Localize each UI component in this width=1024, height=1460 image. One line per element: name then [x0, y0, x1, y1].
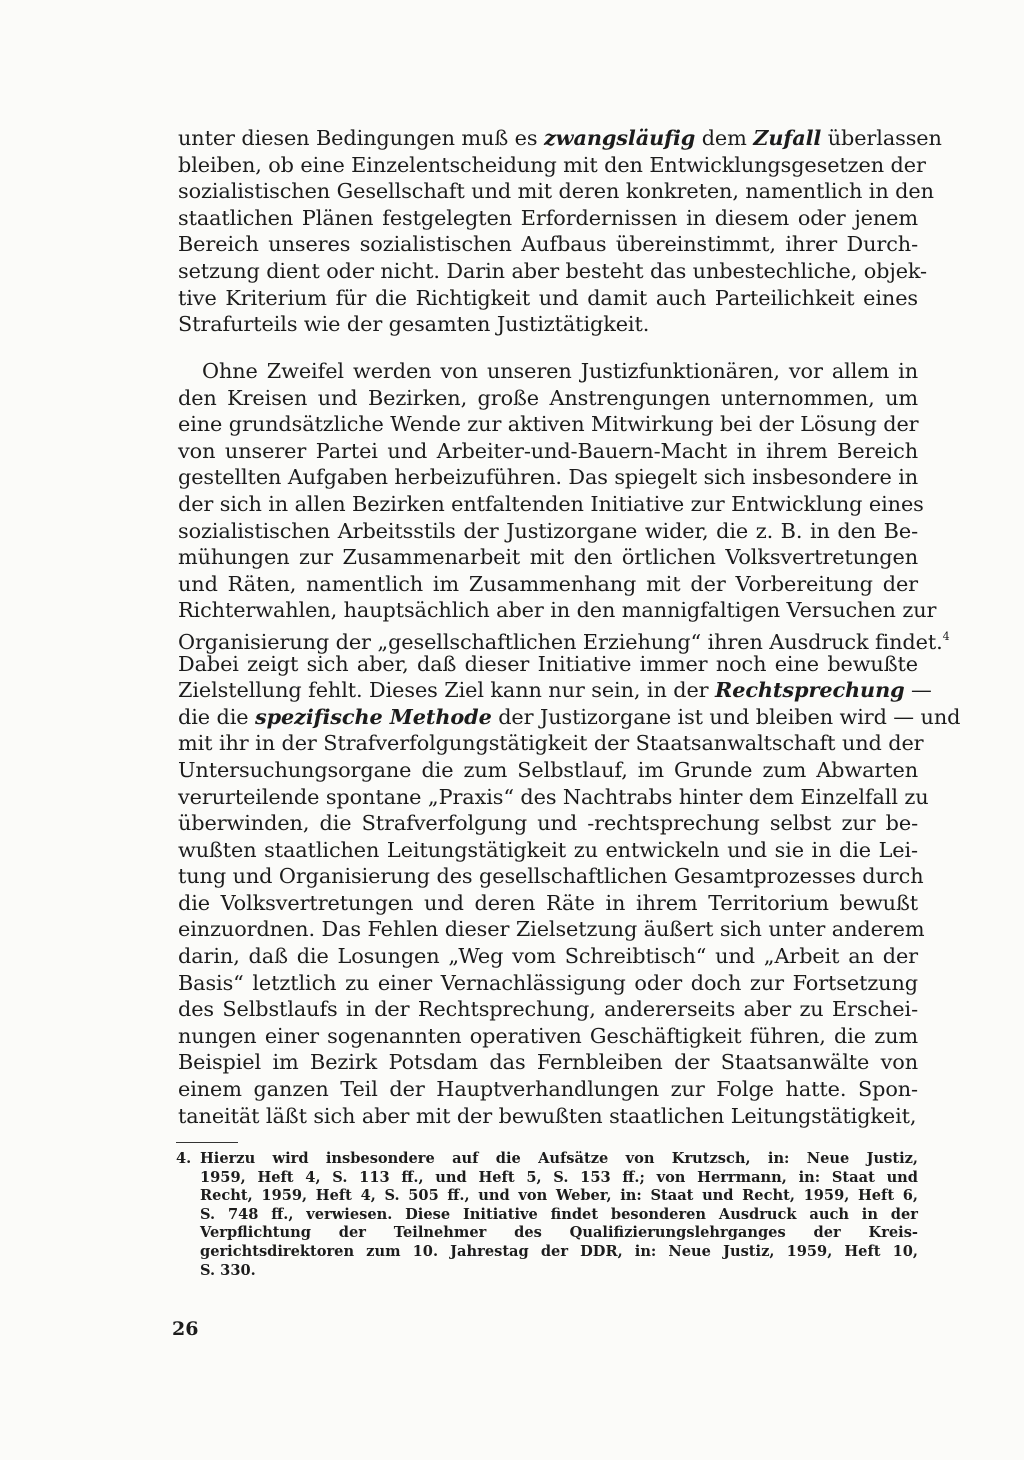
- text-run: den Kreisen und Bezirken, große Anstrengungen unternommen, um: [178, 385, 918, 410]
- emphasis-text: spezifische Methode: [254, 703, 492, 729]
- text-line: [178, 311, 918, 338]
- text-line: [178, 178, 934, 205]
- text-line: [178, 358, 918, 385]
- text-run: einzuordnen. Das Fehlen dieser Zielsetzung äußert sich unter anderem: [178, 917, 925, 942]
- text-run: staatlichen Plänen festgelegten Erfordernissen in diesem oder jenem: [178, 205, 918, 230]
- text-line: [178, 285, 918, 312]
- footnote-divider: [176, 1142, 238, 1143]
- text-line: [178, 125, 942, 152]
- text-line: [178, 970, 918, 997]
- text-run: wußten staatlichen Leitungstätigkeit zu entwickeln und sie in die Lei-: [178, 837, 918, 862]
- text-run: die die: [178, 704, 255, 729]
- text-run: tung und Organisierung des gesellschaftlichen Gesamtprozesses durch: [178, 864, 924, 889]
- footnote-text: Recht, 1959, Heft 4, S. 505 ff., und von Weber, in: Staat und Recht, 1959, Heft 6,: [200, 1187, 918, 1205]
- text-run: Organisierung der „gesellschaftlichen Erziehung“ ihren Ausdruck findet.: [178, 629, 943, 654]
- emphasis-text: Rechtsprechung: [715, 677, 905, 703]
- text-line: [178, 996, 918, 1023]
- emphasis-text: Zufall: [753, 125, 822, 150]
- text-line: [178, 597, 937, 624]
- text-run: der sich in allen Bezirken entfaltenden Initiative zur Entwicklung eines: [178, 491, 924, 516]
- footnote-text: S. 748 ff., verwiesen. Diese Initiative findet besonderen Ausdruck auch in der: [200, 1205, 918, 1223]
- text-run: überlassen: [821, 126, 942, 150]
- text-run: darin, daß die Losungen „Weg vom Schreibtisch“ und „Arbeit an der: [178, 944, 918, 969]
- text-run: nungen einer sogenannten operativen Geschäftigkeit führen, die zum: [178, 1023, 918, 1048]
- text-line: [178, 1076, 918, 1103]
- text-line: [178, 730, 924, 757]
- text-line: [178, 943, 918, 970]
- footnote-4: [176, 1150, 918, 1280]
- text-run: dem: [695, 126, 754, 150]
- text-run: eine grundsätzliche Wende zur aktiven Mitwirkung bei der Lösung der: [178, 412, 919, 437]
- text-line: [178, 518, 918, 545]
- footnote-reference: 4: [942, 629, 950, 643]
- text-line: [178, 438, 918, 465]
- text-run: mühungen zur Zusammenarbeit mit den örtlichen Volksvertretungen: [178, 545, 918, 570]
- footnote-text: Hierzu wird insbesondere auf die Aufsätze von Krutzsch, in: Neue Justiz,: [200, 1150, 918, 1167]
- paragraph-1: [178, 125, 942, 338]
- text-run: und Räten, namentlich im Zusammenhang mit der Vorbereitung der: [178, 571, 918, 596]
- text-line: [178, 491, 924, 518]
- text-line: [178, 1103, 918, 1130]
- footnote-line: [176, 1169, 918, 1188]
- text-line: [178, 1049, 918, 1076]
- text-run: sozialistischen Gesellschaft und mit deren konkreten, namentlich in den: [178, 179, 934, 204]
- text-line: [178, 544, 918, 571]
- text-line: [178, 258, 927, 285]
- text-line: [178, 464, 918, 491]
- text-line: [178, 651, 918, 678]
- text-line: [178, 677, 932, 704]
- text-line: [178, 571, 918, 598]
- text-run: Beispiel im Bezirk Potsdam das Fernbleiben der Staatsanwälte von: [178, 1050, 918, 1075]
- text-line: [178, 784, 929, 811]
- text-run: Dabei zeigt sich aber, daß dieser Initiative immer noch eine bewußte: [178, 651, 918, 676]
- text-run: der Justizorgane ist und bleiben wird — und: [491, 704, 961, 729]
- text-line: [178, 757, 918, 784]
- footnote-text: gerichtsdirektoren zum 10. Jahrestag der DDR, in: Neue Justiz, 1959, Heft 10,: [200, 1242, 918, 1260]
- text-run: bleiben, ob eine Einzelentscheidung mit den Entwicklungsgesetzen der: [178, 152, 926, 177]
- footnote-line: [176, 1206, 918, 1225]
- text-run: mit ihr in der Strafverfolgungstätigkeit der Staatsanwaltschaft und der: [178, 731, 924, 756]
- text-run: Basis“ letztlich zu einer Vernachlässigung oder doch zur Fortsetzung: [178, 970, 918, 995]
- text-line: [178, 624, 950, 654]
- text-line: [178, 837, 918, 864]
- footnote-line: [176, 1262, 918, 1281]
- text-run: unter diesen Bedingungen muß es: [178, 126, 544, 150]
- text-run: Zielstellung fehlt. Dieses Ziel kann nur sein, in der: [178, 678, 716, 703]
- text-line: [178, 411, 918, 438]
- text-line: [178, 205, 918, 232]
- footnote-line: [176, 1224, 918, 1243]
- footnote-line: [176, 1243, 918, 1262]
- text-run: einem ganzen Teil der Hauptverhandlungen zur Folge hatte. Spon-: [178, 1077, 918, 1102]
- text-line: [178, 385, 918, 412]
- text-run: gestellten Aufgaben herbeizuführen. Das spiegelt sich insbesondere in: [178, 465, 919, 490]
- text-line: [178, 703, 961, 731]
- text-run: taneität läßt sich aber mit der bewußten staatlichen Leitungstätigkeit,: [178, 1103, 917, 1128]
- text-run: Untersuchungsorgane die zum Selbstlauf, im Grunde zum Abwarten: [178, 757, 918, 782]
- text-line: [178, 863, 924, 890]
- text-run: —: [904, 678, 932, 703]
- text-run: tive Kriterium für die Richtigkeit und damit auch Parteilichkeit eines: [178, 285, 918, 310]
- text-line: [178, 890, 918, 917]
- text-run: Richterwahlen, hauptsächlich aber in den mannigfaltigen Versuchen zur: [178, 598, 937, 623]
- page-number: 26: [172, 1318, 199, 1340]
- footnote-line: [176, 1187, 918, 1206]
- text-run: sozialistischen Arbeitsstils der Justizorgane wider, die z. B. in den Be-: [178, 518, 918, 543]
- footnote-text: 1959, Heft 4, S. 113 ff., und Heft 5, S. 153 ff.; von Herrmann, in: Staat und: [200, 1168, 918, 1186]
- text-run: Strafurteils wie der gesamten Justiztätigkeit.: [178, 312, 650, 337]
- text-line: [178, 231, 918, 258]
- paragraph-2: [178, 358, 961, 1129]
- text-line: [178, 916, 925, 943]
- text-line: [178, 810, 918, 837]
- emphasis-text: zwangsläufig: [543, 125, 696, 150]
- footnote-text: Verpflichtung der Teilnehmer des Qualifizierungslehrganges der Kreis-: [200, 1224, 918, 1242]
- text-run: Bereich unseres sozialistischen Aufbaus übereinstimmt, ihrer Durch-: [178, 232, 918, 257]
- text-run: von unserer Partei und Arbeiter-und-Bauern-Macht in ihrem Bereich: [178, 438, 918, 463]
- text-run: die Volksvertretungen und deren Räte in ihrem Territorium bewußt: [178, 890, 918, 915]
- text-run: setzung dient oder nicht. Darin aber besteht das unbestechliche, objek-: [178, 258, 927, 283]
- text-run: Ohne Zweifel werden von unseren Justizfunktionären, vor allem in: [202, 359, 918, 383]
- text-run: verurteilende spontane „Praxis“ des Nachtrabs hinter dem Einzelfall zu: [178, 784, 929, 809]
- text-line: [178, 152, 926, 179]
- text-line: [178, 1023, 918, 1050]
- text-run: des Selbstlaufs in der Rechtsprechung, andererseits aber zu Erschei-: [178, 997, 918, 1022]
- text-run: überwinden, die Strafverfolgung und -rechtsprechung selbst zur be-: [178, 811, 918, 836]
- footnote-text: S. 330.: [200, 1261, 256, 1279]
- footnote-line: [176, 1150, 918, 1169]
- footnote-number: 4.: [176, 1150, 192, 1167]
